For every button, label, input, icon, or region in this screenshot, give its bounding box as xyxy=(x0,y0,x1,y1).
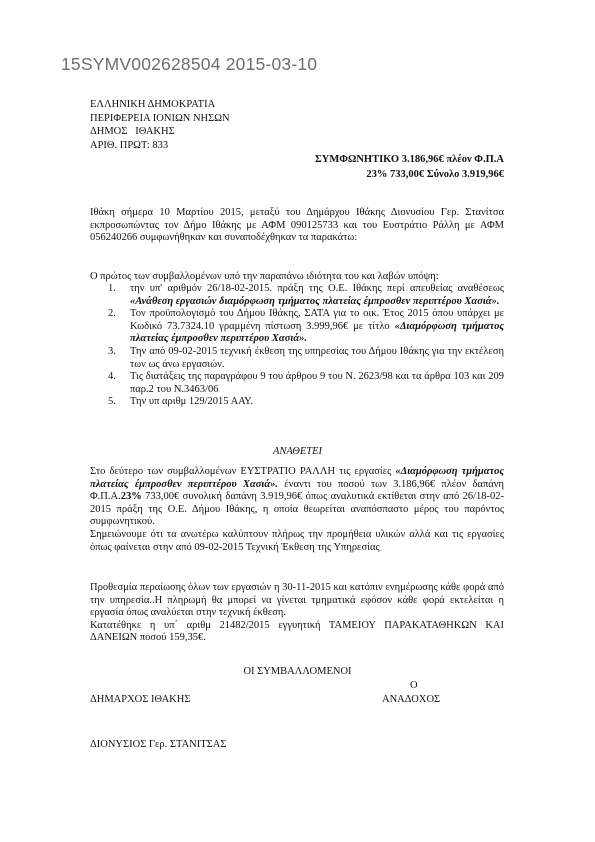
deadline-text: Προθεσμία περαίωσης όλων των εργασιών η 30-11-2015 και κατόπιν ενημέρωσης κάθε φορά από την υπηρεσία..Η πληρωμή θα μπορεί να γίνεται τμηματικά εφόσον κάθε φορά εκτελείται η εργασία όπως αναλύεται στην τεχνική έκθεση. xyxy=(90,582,504,619)
contract-work-title: «Διαμόρφωση τμήματος πλατείας έμπροσθεν περιπτέρου Χασιά». xyxy=(90,466,504,490)
list-item-number: 3. xyxy=(108,345,116,357)
list-item-bold: «Διαμόρφωση τμήματος πλατείας έμπροσθεν περιπτέρου Χασιά». xyxy=(130,320,505,345)
list-item xyxy=(90,346,504,371)
letterhead xyxy=(90,99,230,153)
letterhead-line: ΠΕΡΙΦΕΡΕΙΑ ΙΟΝΙΩΝ ΝΗΣΩΝ xyxy=(90,112,230,124)
list-item-text: Τις διατάξεις της παραγράφου 9 του άρθρου 9 του Ν. 2623/98 και τα άρθρα 103 και 209 παρ.2 του Ν.3463/06 xyxy=(130,371,504,395)
list-item-number: 5. xyxy=(108,396,116,408)
intro-paragraph: Ιθάκη σήμερα 10 Μαρτίου 2015, μεταξύ του Δημάρχου Ιθάκης Διονυσίου Γερ. Στανίτσα εκπροσωπώντας τον Δήμο Ιθάκης με ΑΦΜ 090125733 και του Ευστράτιο Ράλλη με ΑΦΜ 056240266 συμφωνήθηκαν και συναποδέχθηκαν τα παρακάτω: xyxy=(90,207,504,244)
list-item-number: 2. xyxy=(108,308,116,320)
list-item-text: Την από 09-02-2015 τεχνική έκθεση της υπηρεσίας του Δήμου Ιθάκης για την εκτέλεση των ως άνω εργασιών. xyxy=(130,345,504,370)
list-item-number: 4. xyxy=(108,371,116,383)
assigns-heading: ΑΝΑΘΕΤΕΙ xyxy=(272,446,323,457)
contract-part-1: Στο δεύτερο των συμβαλλομένων ΕΥΣΤΡΑΤΙΟ ΡΑΛΛΗ τις εργασίες xyxy=(90,466,396,477)
contract-vat-rate: 23% xyxy=(120,491,142,503)
list-item-bold: «Ανάθεση εργασιών διαμόρφωση τμήματος πλατείας έμπροσθεν περιπτέρου Χασιά». xyxy=(130,295,500,307)
considerations-list xyxy=(90,283,504,409)
document-title xyxy=(315,154,504,184)
contract-part-2: έναντι του ποσού των 3.186,96€ πλέον δαπάνη Φ.Π.Α. xyxy=(90,478,504,503)
mayor-name: ΔΙΟΝΥΣΙΟΣ Γερ. ΣΤΑΝΙΤΣΑΣ xyxy=(90,739,227,750)
list-item-text xyxy=(130,283,504,308)
contract-part-3: 733,00€ συνολική δαπάνη 3.919,96€ όπως αναλυτικά εκτίθεται στην από 26/18-02-2015 πράξη της Ο.Ε. Δήμου Ιθάκης, η οποία θεωρείται αναπόσπαστο μέρος του παρόντος συμφωνητικού. xyxy=(90,491,504,528)
deadline-paragraph xyxy=(90,582,504,645)
list-item-body: την υπ' αριθμόν 26/18-02-2015. πράξη της Ο.Ε. Ιθάκης περί απευθείας αναθέσεως xyxy=(130,283,504,294)
guarantee-text: Κατατέθηκε η υπ΄ αριθμ 21482/2015 εγγυητική ΤΑΜΕΙΟΥ ΠΑΡΑΚΑΤΑΘΗΚΩΝ ΚΑΙ ΔΑΝΕΙΩΝ ποσού 159,35€. xyxy=(90,619,504,644)
list-item xyxy=(90,371,504,396)
contract-paragraph xyxy=(90,466,504,554)
mayor-signature-label: ΔΗΜΑΡΧΟΣ ΙΘΑΚΗΣ xyxy=(90,694,191,705)
list-item-text: Την υπ αριθμ 129/2015 ΑΑΥ. xyxy=(130,396,254,408)
list-item xyxy=(90,283,504,308)
letterhead-line: ΔΗΜΟΣ ΙΘΑΚΗΣ xyxy=(90,126,175,138)
signatures-article: Ο xyxy=(410,680,418,691)
signatures-title: ΟΙ ΣΥΜΒΑΛΛΟΜΕΝΟΙ xyxy=(243,666,352,677)
list-item xyxy=(90,396,504,409)
considerations-intro: Ο πρώτος των συμβαλλομένων υπό την παραπάνω ιδιότητα του και λαβών υπόψη: xyxy=(90,271,439,282)
list-item-number: 1. xyxy=(108,283,116,294)
title-line-1: ΣΥΜΦΩΝΗΤΙΚΟ 3.186,96€ πλέον Φ.Π.Α xyxy=(314,154,504,165)
letterhead-line: ΕΛΛΗΝΙΚΗ ΔΗΜΟΚΡΑΤΙΑ xyxy=(90,99,216,110)
contract-text xyxy=(90,466,504,529)
list-item-text xyxy=(130,308,504,346)
protocol-number: ΑΡΙΘ. ΠΡΩΤ: 833 xyxy=(90,139,169,151)
contractor-signature-label: ΑΝΑΔΟΧΟΣ xyxy=(382,694,441,705)
document-id-stamp: 15SYMV002628504 2015-03-10 xyxy=(61,54,318,74)
list-item xyxy=(90,308,504,346)
list-item-body: Τον προϋπολογισμό του Δήμου Ιθάκης, ΣΑΤΑ για το οικ. Έτος 2015 όπου υπάρχει με Κωδικό 73.7324.10 γραμμένη πίστωση 3.999,96€ με τίτλο xyxy=(130,308,504,332)
title-line-2: 23% 733,00€ Σύνολο 3.919,96€ xyxy=(366,169,504,180)
contract-note: Σημειώνουμε ότι τα ανωτέρω καλύπτουν πλήρως την προμήθεια υλικών αλλά και τις εργασίες όπως φαίνεται στην από 09-02-2015 Τεχνική Έκθεση της Υπηρεσίας xyxy=(90,528,504,553)
